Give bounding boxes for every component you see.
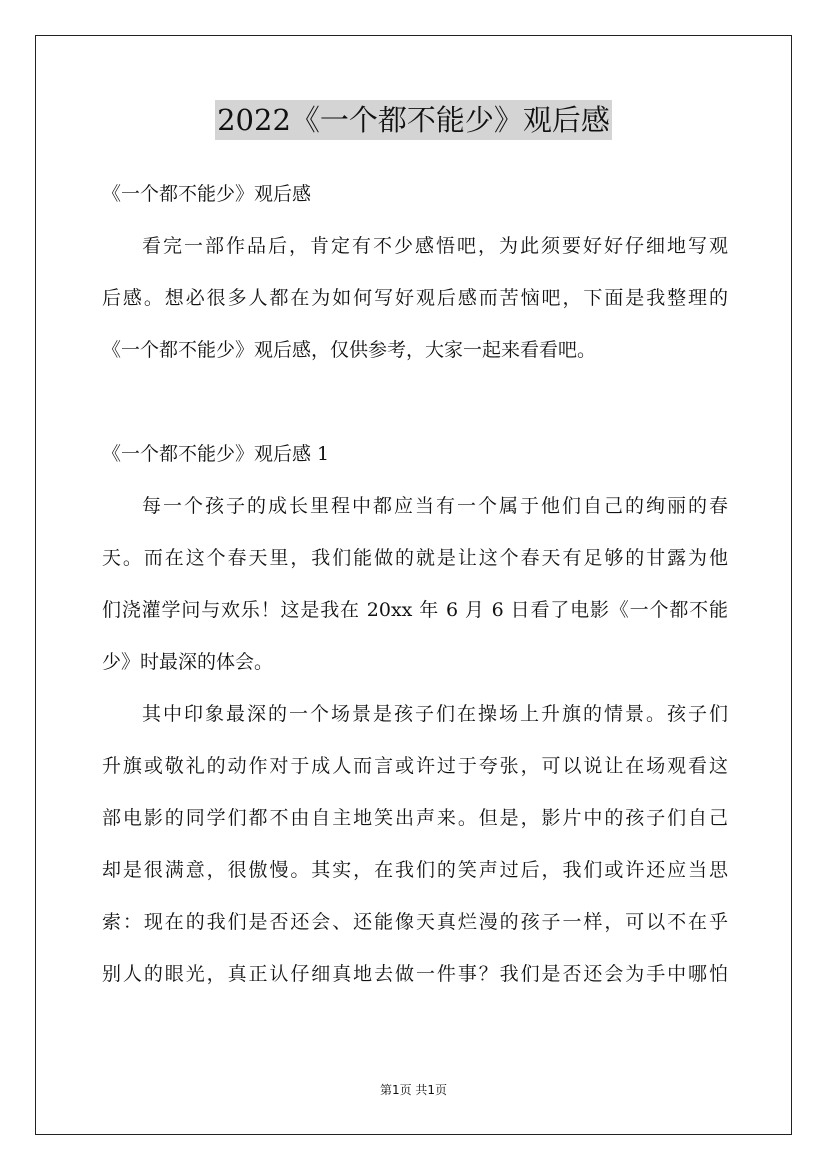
intro-line: 看完一部作品后，肯定有不少感悟吧，为此须要好好仔细地写观: [142, 235, 728, 257]
para2-line: 别人的眼光，真正认仔细真地去做一件事？我们是否还会为手中哪怕: [102, 963, 728, 985]
document-body: [102, 168, 728, 1000]
title-wrap: [0, 100, 827, 140]
para1-line: 少》时最深的体会。: [102, 651, 274, 673]
para1-line: 每一个孩子的成长里程中都应当有一个属于他们自己的绚丽的春: [142, 495, 728, 517]
para2-line: 其中印象最深的一个场景是孩子们在操场上升旗的情景。孩子们: [142, 703, 728, 725]
para1-line: 天。而在这个春天里，我们能做的就是让这个春天有足够的甘露为他: [102, 547, 728, 569]
para1-line: 们浇灌学问与欢乐！这是我在 20xx 年 6 月 6 日看了电影《一个都不能: [102, 599, 728, 621]
blank-line: [102, 376, 728, 428]
page-footer: 第1页 共1页: [379, 1083, 448, 1097]
para2-line: 索：现在的我们是否还会、还能像天真烂漫的孩子一样，可以不在乎: [102, 911, 728, 933]
intro-line: 《一个都不能少》观后感，仅供参考，大家一起来看看吧。: [102, 339, 597, 361]
section1-heading: 《一个都不能少》观后感 1: [102, 443, 330, 465]
para2-line: 升旗或敬礼的动作对于成人而言或许过于夸张，可以说让在场观看这: [102, 755, 728, 777]
intro-line: 后感。想必很多人都在为如何写好观后感而苦恼吧，下面是我整理的: [102, 287, 728, 309]
page-title: 2022《一个都不能少》观后感: [215, 100, 612, 140]
para2-line: 却是很满意，很傲慢。其实，在我们的笑声过后，我们或许还应当思: [102, 859, 728, 881]
intro-heading: 《一个都不能少》观后感: [102, 183, 312, 205]
para2-line: 部电影的同学们都不由自主地笑出声来。但是，影片中的孩子们自己: [102, 807, 728, 829]
